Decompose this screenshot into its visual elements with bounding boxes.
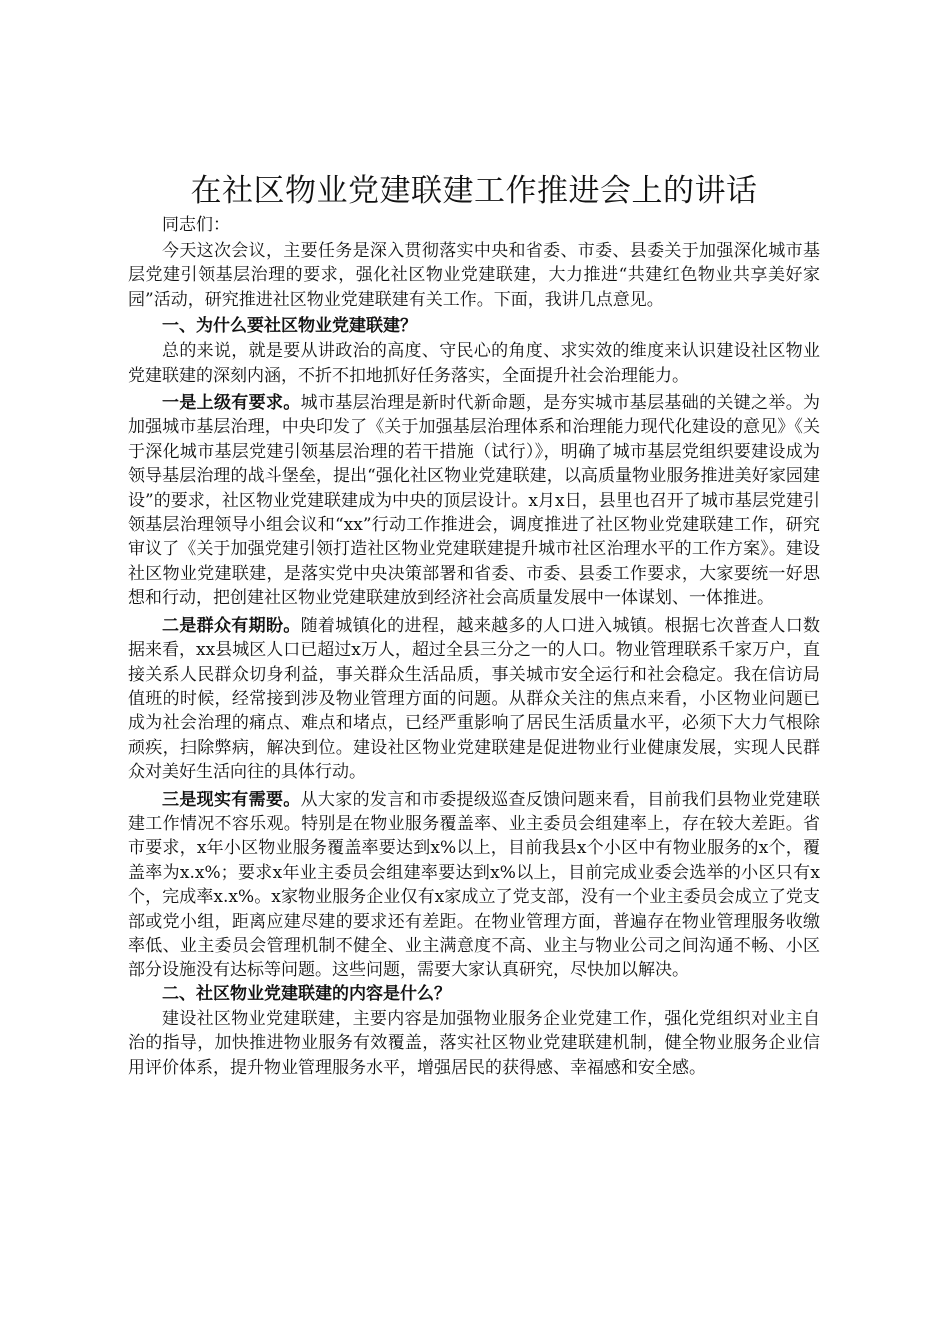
point-3-text: 从大家的发言和市委提级巡查反馈问题来看，目前我们县物业党建联建工作情况不容乐观。特别是在物业服务覆盖率、业主委员会组建率上，存在较大差距。省市要求，x年小区物业服务覆盖率要达到x%以上，目前我县x个小区中有物业服务的x个，覆盖率为x.x%；要求x年业主委员会组建率要达到x%以上，目前完成业委会选举的小区只有x个，完成率x.x%。x家物业服务企业仅有x家成立了党支部，没有一个业主委员会成立了党支部或党小组，距离应建尽建的要求还有差距。在物业管理方面，普遍存在物业管理服务收缴率低、业主委员会管理机制不健全、业主满意度不高、业主与物业公司之间沟通不畅、小区部分设施没有达标等问题。这些问题，需要大家认真研究，尽快加以解决。 [128,789,821,981]
point-1-text: 城市基层治理是新时代新命题，是夯实城市基层基础的关键之举。为加强城市基层治理，中央印发了《关于加强基层治理体系和治理能力现代化建设的意见》《关于深化城市基层党建引领基层治理的若干措施（试行）》，明确了城市基层党组织要建设成为领导基层治理的战斗堡垒，提出“强化社区物业党建联建，以高质量物业服务推进美好家园建设”的要求，社区物业党建联建成为中央的顶层设计。x月x日，县里也召开了城市基层党建引领基层治理领导小组会议和“xx”行动工作推进会，调度推进了社区物业党建联建工作，研究审议了《关于加强党建引领打造社区物业党建联建提升城市社区治理水平的工作方案》。建设社区物业党建联建，是落实党中央决策部署和省委、市委、县委工作要求，大家要统一好思想和行动，把创建社区物业党建联建放到经济社会高质量发展中一体谋划、一体推进。 [128,393,821,609]
point-1-paragraph [128,391,820,611]
salutation: 同志们： [162,215,230,235]
point-2-lead: 二是群众有期盼。 [162,615,301,636]
section-2-heading: 二、社区物业党建联建的内容是什么？ [162,983,451,1004]
point-2-text: 随着城镇化的进程，越来越多的人口进入城镇。根据七次普查人口数据来看，xx县城区人口已超过x万人，超过全县三分之一的人口。物业管理联系千家万户，直接关系人民群众切身利益，事关群众生活品质，事关城市安全运行和社会稳定。我在信访局值班的时候，经常接到涉及物业管理方面的问题。从群众关注的焦点来看，小区物业问题已成为社会治理的痛点、难点和堵点，已经严重影响了居民生活质量水平，必须下大力气根除顽疾，扫除弊病，解决到位。建设社区物业党建联建是促进物业行业健康发展，实现人民群众对美好生活向往的具体行动。 [128,615,821,783]
section-1-summary: 总的来说，就是要从讲政治的高度、守民心的角度、求实效的维度来认识建设社区物业党建联建的深刻内涵，不折不扣地抓好任务落实，全面提升社会治理能力。 [128,341,820,386]
point-3-lead: 三是现实有需要。 [162,789,301,810]
document-body [128,170,820,1080]
point-2-paragraph [128,614,820,785]
point-3-paragraph [128,788,820,983]
intro-paragraph: 今天这次会议，主要任务是深入贯彻落实中央和省委、市委、县委关于加强深化城市基层党建引领基层治理的要求，强化社区物业党建联建，大力推进“共建红色物业共享美好家园”活动，研究推进社区物业党建联建有关工作。下面，我讲几点意见。 [128,241,820,310]
point-1-lead: 一是上级有要求。 [162,393,301,414]
section-2-paragraph: 建设社区物业党建联建，主要内容是加强物业服务企业党建工作，强化党组织对业主自治的指导，加快推进物业服务有效覆盖，落实社区物业党建联建机制，健全物业服务企业信用评价体系，提升物业管理服务水平，增强居民的获得感、幸福感和安全感。 [128,1008,820,1078]
document-title: 在社区物业党建联建工作推进会上的讲话 [190,173,758,209]
section-1-heading: 一、为什么要社区物业党建联建？ [162,316,417,337]
